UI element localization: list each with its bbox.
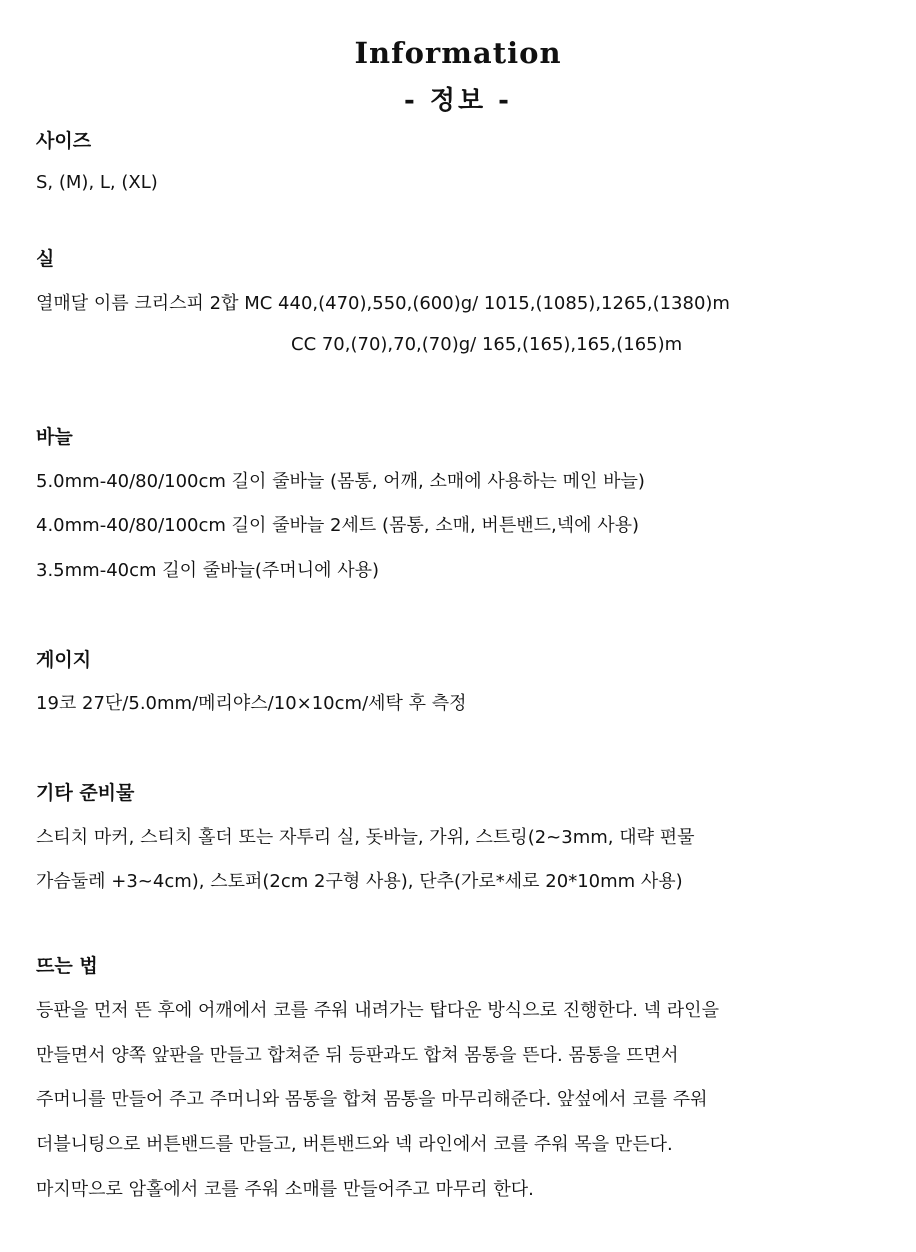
page-title: Information bbox=[354, 36, 562, 70]
method-line: 등판을 먼저 뜬 후에 어깨에서 코를 주워 내려가는 탑다운 방식으로 진행한다. 넥 라인을 bbox=[36, 1000, 719, 1021]
notions-line: 스티치 마커, 스티치 홀더 또는 자투리 실, 돗바늘, 가위, 스트링(2~3mm, 대략 편물 bbox=[36, 827, 695, 848]
size-heading: 사이즈 bbox=[36, 130, 92, 152]
size-line: S, (M), L, (XL) bbox=[36, 172, 158, 193]
needles-line: 5.0mm-40/80/100cm 길이 줄바늘 (몸통, 어깨, 소매에 사용하는 메인 바늘) bbox=[36, 471, 645, 492]
notions-heading: 기타 준비물 bbox=[36, 782, 135, 804]
page-subtitle: - 정보 - bbox=[404, 86, 512, 116]
method-line: 주머니를 만들어 주고 주머니와 몸통을 합쳐 몸통을 마무리해준다. 앞섶에서 코를 주워 bbox=[36, 1089, 708, 1110]
method-heading: 뜨는 법 bbox=[36, 955, 98, 977]
method-line: 만들면서 양쪽 앞판을 만들고 합쳐준 뒤 등판과도 합쳐 몸통을 뜬다. 몸통을 뜨면서 bbox=[36, 1045, 679, 1066]
needles-heading: 바늘 bbox=[36, 426, 73, 448]
yarn-line-mc: 열매달 이름 크리스피 2합 MC 440,(470),550,(600)g/ 1015,(1085),1265,(1380)m bbox=[36, 293, 730, 314]
needles-line: 3.5mm-40cm 길이 줄바늘(주머니에 사용) bbox=[36, 560, 380, 581]
method-line: 더블니팅으로 버튼밴드를 만들고, 버튼밴드와 넥 라인에서 코를 주워 목을 만든다. bbox=[36, 1134, 673, 1155]
gauge-heading: 게이지 bbox=[36, 649, 92, 671]
yarn-line-cc: CC 70,(70),70,(70)g/ 165,(165),165,(165)m bbox=[291, 334, 683, 355]
yarn-heading: 실 bbox=[36, 248, 55, 270]
needles-line: 4.0mm-40/80/100cm 길이 줄바늘 2세트 (몸통, 소매, 버튼밴드,넥에 사용) bbox=[36, 515, 639, 536]
notions-line: 가슴둘레 +3~4cm), 스토퍼(2cm 2구형 사용), 단추(가로*세로 20*10mm 사용) bbox=[36, 871, 683, 892]
method-line: 마지막으로 암홀에서 코를 주워 소매를 만들어주고 마무리 한다. bbox=[36, 1179, 534, 1200]
gauge-line: 19코 27단/5.0mm/메리야스/10×10cm/세탁 후 측정 bbox=[36, 693, 467, 714]
